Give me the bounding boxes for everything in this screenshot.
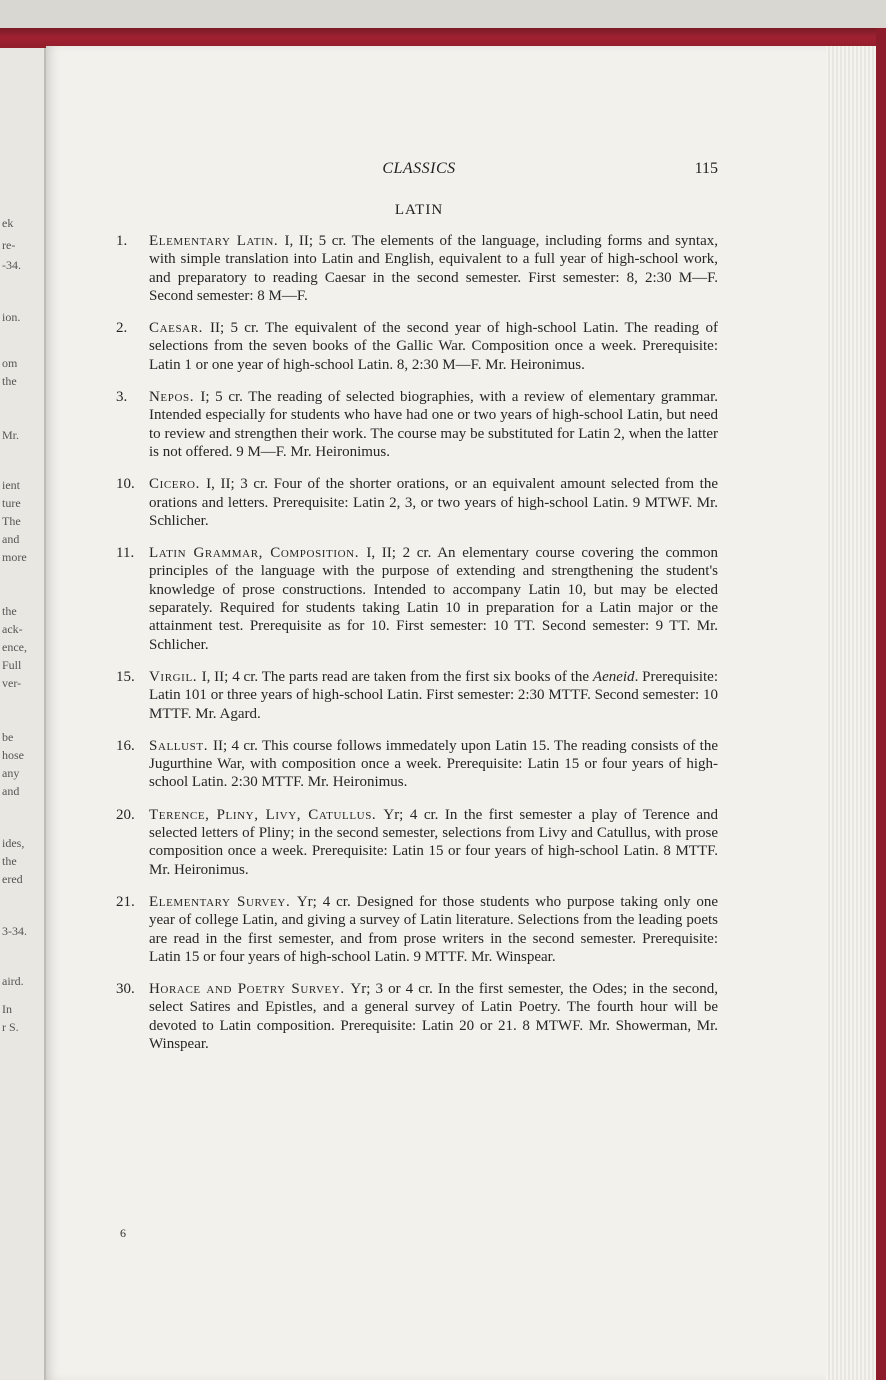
course-title: Elementary Survey.	[149, 893, 297, 910]
course-number: 3.	[116, 389, 128, 406]
facing-page-fragment: and	[2, 784, 20, 798]
course-number: 2.	[116, 320, 128, 337]
facing-page-fragment: be	[2, 730, 14, 744]
facing-page-edge	[0, 48, 46, 1380]
page-number: 115	[694, 160, 718, 177]
facing-page-fragment: ver-	[2, 676, 22, 690]
facing-page-fragment: Full	[2, 658, 22, 672]
course-entry	[116, 475, 718, 530]
course-title: Sallust.	[149, 737, 213, 754]
facing-page-fragment: ion.	[2, 310, 21, 324]
facing-page-fragment: more	[2, 550, 27, 564]
course-entry	[116, 319, 718, 374]
facing-page-fragment: om	[2, 356, 18, 370]
page-stack-edge	[826, 46, 876, 1380]
course-number: 15.	[116, 668, 135, 685]
facing-page-fragment: ture	[2, 496, 21, 510]
course-description: I, II; 5 cr. The elements of the language, including forms and syntax, with simple translation into Latin and English, equivalent to a full year of high-school work, and preparatory to reading Caesar in the second semester. First semester: 8, 2:30 M—F. Second semester: 8 M—F.	[149, 233, 719, 304]
red-cover-edge	[876, 28, 886, 1380]
course-entry	[116, 388, 718, 461]
facing-page-fragment: ack-	[2, 622, 23, 636]
facing-page-fragment: ence,	[2, 640, 27, 654]
course-description: II; 5 cr. The equivalent of the second year of high-school Latin. The reading of selections from the seven books of the Gallic War. Composition once a week. Prerequisite: Latin 1 or one year of high-school Latin. 8, 2:30 M—F. Mr. Heironimus.	[149, 320, 718, 373]
facing-page-fragment: and	[2, 532, 20, 546]
facing-page-fragment: ered	[2, 872, 23, 886]
course-description: I; 5 cr. The reading of selected biographies, with a review of elementary grammar. Intended especially for students who have had one or two years of high-school Latin, but need to review and strengthen their work. The course may be substituted for Latin 2, when the latter is not offered. 9 M—F. Mr. Heironimus.	[149, 389, 718, 460]
course-description: Yr; 4 cr. Designed for those students who purpose taking only one year of college Latin, and giving a survey of Latin literature. Selections from the leading poets are read in the first semester, and from prose writers in the second semester. Prerequisite: Latin 15 or four years of high-school Latin. 9 MTTF. Mr. Winspear.	[149, 893, 719, 965]
facing-page-fragment: ides,	[2, 836, 25, 850]
course-entry	[116, 737, 718, 792]
facing-page-fragment: the	[2, 854, 17, 868]
facing-page-fragment: hose	[2, 748, 24, 762]
course-title: Horace and Poetry Survey.	[149, 981, 351, 998]
course-number: 10.	[116, 476, 135, 493]
course-title: Cicero.	[149, 476, 207, 493]
course-number: 20.	[116, 806, 135, 823]
signature-mark: 6	[120, 1226, 126, 1240]
course-title: Caesar.	[149, 320, 210, 337]
course-entry	[116, 232, 719, 305]
course-number: 21.	[116, 893, 135, 910]
course-number: 1.	[116, 233, 128, 249]
course-entry	[116, 544, 718, 654]
facing-page-fragment: -34.	[2, 258, 21, 272]
course-title: Latin Grammar, Composition.	[149, 545, 367, 562]
facing-page-fragment: ient	[2, 478, 20, 492]
course-entry	[116, 806, 718, 879]
running-title: CLASSICS	[382, 160, 456, 177]
course-title: Elementary Latin.	[149, 233, 285, 249]
course-description-italic: Aeneid	[592, 668, 635, 685]
course-description: . Prerequisite: Latin 101 or three years of high-school Latin. First semester: 2:30 MTTF. Second semester: 10 MTTF. Mr. Agard.	[149, 668, 718, 722]
course-entry	[116, 668, 718, 723]
course-number: 30.	[116, 981, 135, 998]
facing-page-fragment: In	[2, 1002, 12, 1016]
facing-page-fragment: re-	[2, 238, 16, 252]
course-title: Nepos.	[149, 389, 201, 406]
course-description: I, II; 3 cr. Four of the shorter orations, or an equivalent amount selected from the orations and letters. Prerequisite: Latin 2, 3, or two years of high-school Latin. 9 MTWF. Mr. Schlicher.	[149, 476, 718, 529]
course-description: I, II; 2 cr. An elementary course covering the common principles of the language with the purpose of extending and strengthening the student's knowledge of prose constructions. Intended to accompany Latin 10, but may be elected separately. Required for students taking Latin 10 in preparation for a Latin major or the attainment test. Prerequisite as for 10. First semester: 10 TT. Second semester: 9 TT. Mr. Schlicher.	[149, 545, 718, 653]
section-heading: LATIN	[394, 202, 444, 218]
facing-page-fragment: any	[2, 766, 20, 780]
running-head	[120, 160, 718, 180]
course-list	[116, 232, 719, 1067]
course-description: II; 4 cr. This course follows immedately upon Latin 15. The reading consists of the Jugurthine War, with composition once a week. Prerequisite: Latin 15 or four years of high-school Latin. 2:30 MTTF. Mr. Heironimus.	[149, 737, 718, 791]
course-description: Yr; 4 cr. In the first semester a play of Terence and selected letters of Pliny; in the second semester, selections from Livy and Catullus, with prose composition once a week. Prerequisite: Latin 15 or four years of high-school Latin. 8 MTTF. Mr. Heironimus.	[149, 806, 718, 878]
facing-page-fragment: r S.	[2, 1020, 19, 1034]
course-number: 16.	[116, 737, 135, 754]
facing-page-fragment: Mr.	[2, 428, 20, 442]
facing-page-fragment: ek	[2, 216, 14, 230]
course-description: I, II; 4 cr. The parts read are taken from the first six books of the	[201, 668, 593, 685]
facing-page-fragment: the	[2, 374, 17, 388]
course-entry	[116, 980, 718, 1053]
course-title: Virgil.	[149, 668, 202, 685]
course-title: Terence, Pliny, Livy, Catullus.	[149, 806, 384, 823]
course-description: Yr; 3 or 4 cr. In the first semester, the Odes; in the second, select Satires and Epistles, and a general survey of Latin Poetry. The fourth hour will be devoted to Latin composition. Prerequisite: Latin 20 or 21. 8 MTWF. Mr. Showerman, Mr. Winspear.	[149, 981, 718, 1052]
facing-page-fragment: 3-34.	[2, 924, 27, 938]
course-entry	[116, 893, 719, 966]
facing-page-fragment: The	[2, 514, 21, 528]
facing-page-fragment: the	[2, 604, 17, 618]
course-number: 11.	[116, 545, 135, 562]
facing-page-fragment: aird.	[2, 974, 24, 988]
